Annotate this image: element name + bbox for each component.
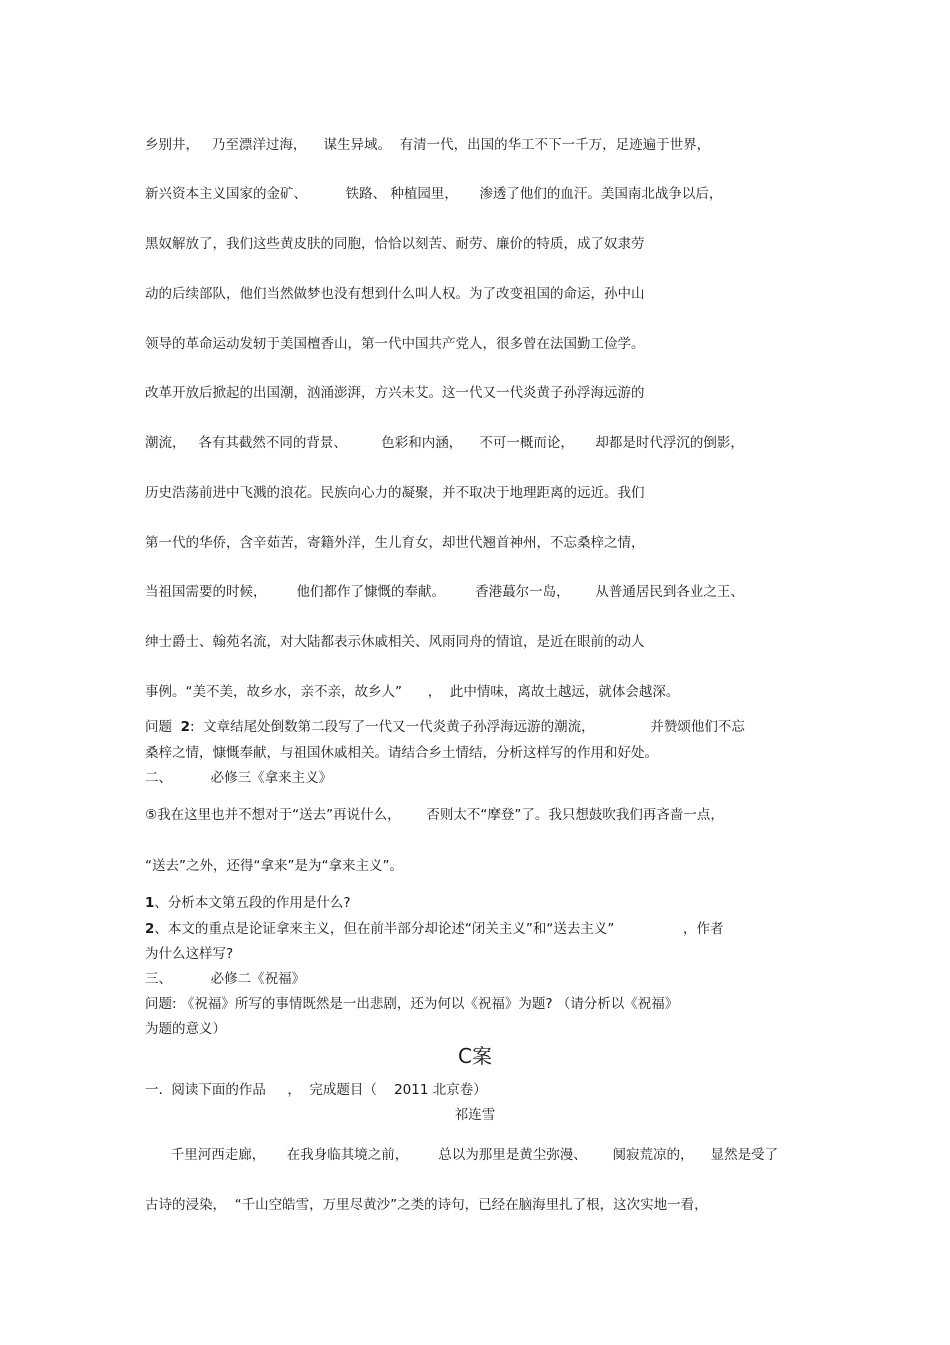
essay-title: 祁连雪 — [454, 1107, 496, 1123]
essay-line: 潮流， 各有其截然不同的背景、 色彩和内涵， 不可一概而论， 却都是时代浮沉的倒影， — [145, 435, 744, 451]
essay-line: 当祖国需要的时候， 他们都作了慷慨的奉献。 香港蕞尔一岛， 从普通居民到各业之王、 — [145, 584, 744, 600]
essay-line: 历史浩荡前进中飞溅的浪花。民族向心力的凝聚，并不取决于地理距离的远近。我们 — [145, 485, 645, 501]
section-2-question-1: 1、分析本文第五段的作用是什么? — [145, 895, 351, 911]
essay-line: 事例。“美不美，故乡水，亲不亲，故乡人” ， 此中情味，离故土越远，就体会越深。 — [145, 684, 680, 700]
section-3-heading: 三、 必修二《祝福》 — [145, 971, 306, 987]
c-section-title: C案 — [458, 1044, 492, 1068]
section-3-question-line: 为题的意义） — [145, 1021, 226, 1037]
c-section-paragraph-line: 古诗的浸染， “千山空皓雪，万里尽黄沙”之类的诗句，已经在脑海里扎了根，这次实地一看， — [145, 1197, 708, 1213]
section-2-paragraph-line: ⑤我在这里也并不想对于“送去”再说什么， 否则太不“摩登”了。我只想鼓吹我们再吝啬一点， — [145, 807, 724, 823]
essay-line: 新兴资本主义国家的金矿、 铁路、 种植园里， 渗透了他们的血汗。美国南北战争以后， — [145, 186, 723, 202]
essay-line: 领导的革命运动发轫于美国檀香山，第一代中国共产党人，很多曾在法国勤工俭学。 — [145, 336, 645, 352]
c-section-prompt: 一. 阅读下面的作品 ， 完成题目（ 2011 北京卷） — [145, 1082, 487, 1098]
essay-line: 第一代的华侨，含辛茹苦，寄籍外洋，生儿育女，却世代翘首神州，不忘桑梓之情， — [145, 535, 645, 551]
essay-line: 改革开放后掀起的出国潮，汹涌澎湃，方兴未艾。这一代又一代炎黄子孙浮海远游的 — [145, 385, 645, 401]
section-2-heading: 二、 必修三《拿来主义》 — [145, 770, 333, 786]
section-2-question-2-line-1: 2、本文的重点是论证拿来主义，但在前半部分却论述“闭关主义”和“送去主义” ，作者 — [145, 921, 724, 937]
essay-line: 绅士爵士、翰苑名流，对大陆都表示休戚相关、风雨同舟的情谊，是近在眼前的动人 — [145, 634, 645, 650]
section-2-question-2-line-2: 为什么这样写? — [145, 946, 234, 962]
section-3-question-line: 问题: 《祝福》所写的事情既然是一出悲剧，还为何以《祝福》为题? （请分析以《祝福》 — [145, 996, 679, 1012]
question-2-line-2: 桑梓之情，慷慨奉献，与祖国休戚相关。请结合乡土情结，分析这样写的作用和好处。 — [145, 745, 658, 761]
essay-line: 黑奴解放了，我们这些黄皮肤的同胞，恰恰以刻苦、耐劳、廉价的特质，成了奴隶劳 — [145, 236, 645, 252]
essay-line: 乡别井， 乃至漂洋过海， 谋生异域。 有清一代，出国的华工不下一千万，足迹遍于世界， — [145, 137, 711, 153]
essay-line: 动的后续部队，他们当然做梦也没有想到什么叫人权。为了改变祖国的命运，孙中山 — [145, 286, 645, 302]
c-section-paragraph-line: 千里河西走廊， 在我身临其境之前， 总以为那里是黄尘弥漫、 阒寂荒凉的， 显然是受了 — [145, 1147, 779, 1163]
section-2-paragraph-line: “送去”之外，还得“拿来”是为“拿来主义”。 — [145, 858, 403, 874]
question-2-line-1: 问题 2: 文章结尾处倒数第二段写了一代又一代炎黄子孙浮海远游的潮流， 并赞颂他们不忘 — [145, 719, 745, 735]
